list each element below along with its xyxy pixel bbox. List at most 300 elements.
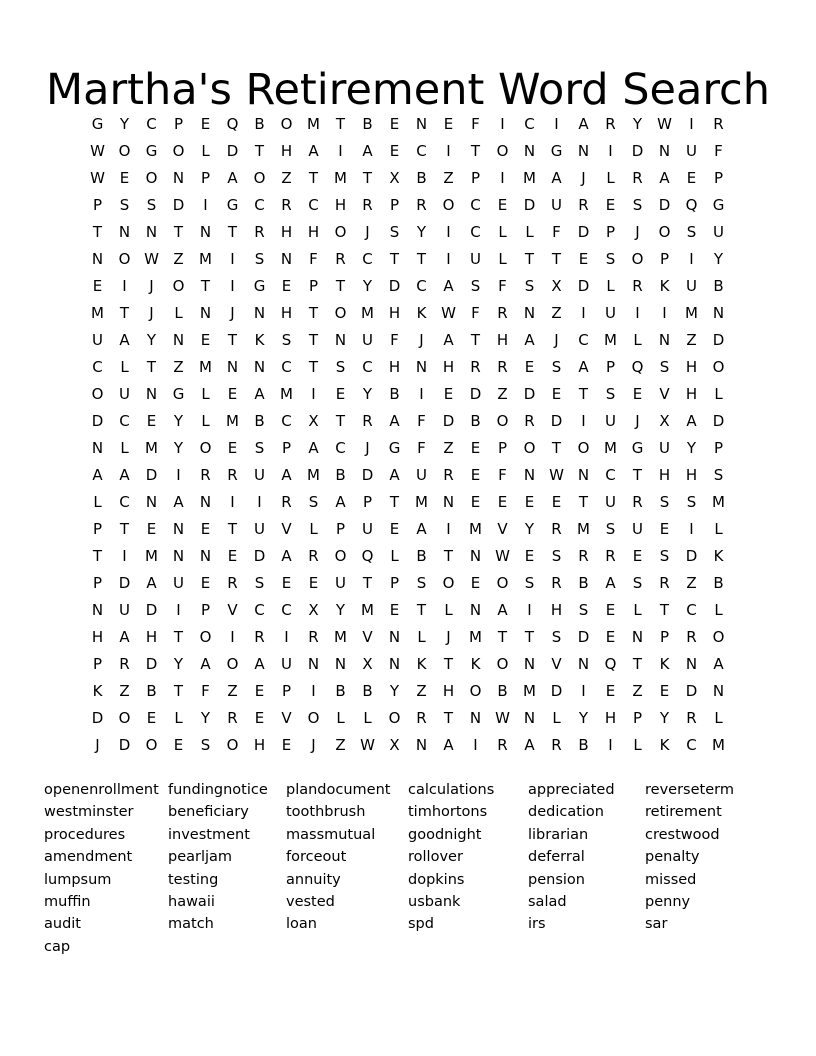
grid-cell[interactable]: M xyxy=(307,115,320,133)
grid-cell[interactable]: W xyxy=(90,169,105,187)
grid-cell[interactable]: N xyxy=(523,466,536,484)
grid-cell[interactable]: I xyxy=(338,142,343,160)
grid-cell[interactable]: E xyxy=(470,493,481,511)
grid-cell[interactable]: H xyxy=(280,304,293,322)
grid-cell[interactable]: A xyxy=(200,655,211,673)
grid-cell[interactable]: Y xyxy=(578,709,589,727)
grid-cell[interactable]: F xyxy=(417,412,426,430)
grid-cell[interactable]: R xyxy=(443,466,454,484)
grid-cell[interactable]: N xyxy=(577,466,590,484)
grid-cell[interactable]: R xyxy=(551,736,562,754)
grid-cell[interactable]: D xyxy=(685,547,698,565)
grid-cell[interactable]: D xyxy=(118,574,131,592)
grid-cell[interactable]: E xyxy=(470,439,481,457)
grid-cell[interactable]: C xyxy=(524,115,535,133)
grid-cell[interactable]: M xyxy=(334,169,347,187)
grid-cell[interactable]: Y xyxy=(362,277,373,295)
grid-cell[interactable]: L xyxy=(201,412,210,430)
grid-cell[interactable]: X xyxy=(659,412,670,430)
grid-cell[interactable]: M xyxy=(361,304,374,322)
grid-cell[interactable]: L xyxy=(174,304,183,322)
grid-cell[interactable]: D xyxy=(577,277,590,295)
grid-cell[interactable]: N xyxy=(712,682,725,700)
grid-cell[interactable]: O xyxy=(712,358,725,376)
grid-cell[interactable]: O xyxy=(523,439,536,457)
grid-cell[interactable]: T xyxy=(443,655,454,673)
grid-cell[interactable]: A xyxy=(443,277,454,295)
grid-cell[interactable]: K xyxy=(659,736,670,754)
grid-cell[interactable]: T xyxy=(92,223,103,241)
grid-cell[interactable]: A xyxy=(173,493,184,511)
grid-cell[interactable]: E xyxy=(524,547,535,565)
grid-cell[interactable]: Q xyxy=(226,115,239,133)
grid-cell[interactable]: Z xyxy=(443,439,454,457)
grid-cell[interactable]: V xyxy=(281,520,292,538)
grid-cell[interactable]: T xyxy=(443,547,454,565)
grid-cell[interactable]: A xyxy=(578,115,589,133)
word-list-item[interactable]: retirement xyxy=(645,804,722,821)
grid-cell[interactable]: O xyxy=(226,655,239,673)
grid-cell[interactable]: D xyxy=(523,385,536,403)
grid-cell[interactable]: D xyxy=(361,466,374,484)
grid-cell[interactable]: I xyxy=(230,493,235,511)
grid-cell[interactable]: A xyxy=(92,466,103,484)
grid-cell[interactable]: S xyxy=(551,628,562,646)
grid-cell[interactable]: K xyxy=(659,655,670,673)
grid-cell[interactable]: N xyxy=(91,439,104,457)
grid-cell[interactable]: T xyxy=(227,520,238,538)
grid-cell[interactable]: N xyxy=(388,655,401,673)
grid-cell[interactable]: I xyxy=(689,520,694,538)
grid-cell[interactable]: E xyxy=(443,385,454,403)
grid-cell[interactable]: N xyxy=(334,331,347,349)
grid-cell[interactable]: N xyxy=(415,358,428,376)
grid-cell[interactable]: Y xyxy=(632,115,643,133)
grid-cell[interactable]: U xyxy=(605,412,616,430)
grid-cell[interactable]: R xyxy=(713,115,724,133)
grid-cell[interactable]: M xyxy=(91,304,104,322)
grid-cell[interactable]: E xyxy=(200,331,211,349)
grid-cell[interactable]: U xyxy=(254,466,265,484)
grid-cell[interactable]: O xyxy=(145,736,158,754)
grid-cell[interactable]: S xyxy=(254,439,265,457)
grid-cell[interactable]: I xyxy=(446,520,451,538)
grid-cell[interactable]: M xyxy=(523,682,536,700)
grid-cell[interactable]: P xyxy=(659,628,670,646)
grid-cell[interactable]: J xyxy=(635,223,640,241)
grid-cell[interactable]: O xyxy=(496,574,509,592)
grid-cell[interactable]: T xyxy=(308,304,319,322)
grid-cell[interactable]: A xyxy=(146,574,157,592)
grid-cell[interactable]: O xyxy=(280,115,293,133)
grid-cell[interactable]: D xyxy=(145,601,158,619)
grid-cell[interactable]: R xyxy=(551,574,562,592)
grid-cell[interactable]: P xyxy=(713,439,724,457)
grid-cell[interactable]: H xyxy=(388,304,401,322)
word-list-item[interactable]: hawaii xyxy=(168,893,215,910)
grid-cell[interactable]: J xyxy=(554,331,559,349)
grid-cell[interactable]: M xyxy=(604,439,617,457)
grid-cell[interactable]: P xyxy=(497,439,508,457)
grid-cell[interactable]: S xyxy=(605,520,616,538)
grid-cell[interactable]: E xyxy=(524,358,535,376)
grid-cell[interactable]: A xyxy=(497,601,508,619)
grid-cell[interactable]: S xyxy=(281,331,292,349)
word-list-item[interactable]: salad xyxy=(528,893,567,910)
grid-cell[interactable]: T xyxy=(524,628,535,646)
grid-cell[interactable]: M xyxy=(685,304,698,322)
grid-cell[interactable]: B xyxy=(578,736,589,754)
grid-cell[interactable]: L xyxy=(444,601,453,619)
word-list-item[interactable]: annuity xyxy=(286,871,341,888)
grid-cell[interactable]: E xyxy=(227,439,238,457)
grid-cell[interactable]: Q xyxy=(604,655,617,673)
grid-cell[interactable]: E xyxy=(389,142,400,160)
grid-cell[interactable]: N xyxy=(226,358,239,376)
grid-cell[interactable]: H xyxy=(442,682,455,700)
grid-cell[interactable]: R xyxy=(308,628,319,646)
grid-cell[interactable]: O xyxy=(199,439,212,457)
grid-cell[interactable]: U xyxy=(632,520,643,538)
grid-cell[interactable]: P xyxy=(713,169,724,187)
grid-cell[interactable]: T xyxy=(416,601,427,619)
grid-cell[interactable]: K xyxy=(254,331,265,349)
grid-cell[interactable]: C xyxy=(578,331,589,349)
grid-cell[interactable]: D xyxy=(577,628,590,646)
grid-cell[interactable]: O xyxy=(199,628,212,646)
grid-cell[interactable]: N xyxy=(658,142,671,160)
grid-cell[interactable]: T xyxy=(416,250,427,268)
grid-cell[interactable]: N xyxy=(631,628,644,646)
word-list-item[interactable]: penny xyxy=(645,893,691,910)
grid-cell[interactable]: A xyxy=(119,331,130,349)
grid-cell[interactable]: P xyxy=(389,196,400,214)
grid-cell[interactable]: T xyxy=(335,412,346,430)
grid-cell[interactable]: B xyxy=(497,682,508,700)
grid-cell[interactable]: S xyxy=(551,547,562,565)
grid-cell[interactable]: B xyxy=(254,412,265,430)
grid-cell[interactable]: G xyxy=(631,439,644,457)
word-list-item[interactable]: missed xyxy=(645,871,697,888)
grid-cell[interactable]: A xyxy=(119,628,130,646)
grid-cell[interactable]: J xyxy=(581,169,586,187)
grid-cell[interactable]: A xyxy=(308,439,319,457)
grid-cell[interactable]: S xyxy=(389,223,400,241)
grid-cell[interactable]: N xyxy=(199,223,212,241)
grid-cell[interactable]: V xyxy=(227,601,238,619)
grid-cell[interactable]: Q xyxy=(685,196,698,214)
grid-cell[interactable]: C xyxy=(146,115,157,133)
grid-cell[interactable]: I xyxy=(581,412,586,430)
grid-cell[interactable]: F xyxy=(309,250,318,268)
grid-cell[interactable]: C xyxy=(281,601,292,619)
grid-cell[interactable]: A xyxy=(551,169,562,187)
grid-cell[interactable]: T xyxy=(632,655,643,673)
grid-cell[interactable]: H xyxy=(253,736,266,754)
grid-cell[interactable]: E xyxy=(659,682,670,700)
grid-cell[interactable]: T xyxy=(227,223,238,241)
grid-cell[interactable]: U xyxy=(686,142,697,160)
grid-cell[interactable]: U xyxy=(254,520,265,538)
grid-cell[interactable]: N xyxy=(415,115,428,133)
grid-cell[interactable]: H xyxy=(604,709,617,727)
grid-cell[interactable]: E xyxy=(335,385,346,403)
grid-cell[interactable]: S xyxy=(254,250,265,268)
grid-cell[interactable]: R xyxy=(686,628,697,646)
grid-cell[interactable]: S xyxy=(551,358,562,376)
word-list-item[interactable]: investment xyxy=(168,826,250,843)
grid-cell[interactable]: N xyxy=(91,601,104,619)
grid-cell[interactable]: E xyxy=(146,709,157,727)
grid-cell[interactable]: E xyxy=(551,493,562,511)
grid-cell[interactable]: A xyxy=(389,412,400,430)
grid-cell[interactable]: S xyxy=(254,574,265,592)
grid-cell[interactable]: S xyxy=(632,574,643,592)
grid-cell[interactable]: O xyxy=(442,574,455,592)
grid-cell[interactable]: O xyxy=(172,142,185,160)
grid-cell[interactable]: D xyxy=(91,709,104,727)
grid-cell[interactable]: E xyxy=(200,520,211,538)
grid-cell[interactable]: B xyxy=(470,412,481,430)
grid-cell[interactable]: T xyxy=(308,331,319,349)
grid-cell[interactable]: S xyxy=(632,196,643,214)
grid-cell[interactable]: X xyxy=(308,601,319,619)
grid-cell[interactable]: E xyxy=(281,736,292,754)
grid-cell[interactable]: C xyxy=(605,466,616,484)
grid-cell[interactable]: U xyxy=(686,277,697,295)
grid-cell[interactable]: K xyxy=(416,655,427,673)
grid-cell[interactable]: Z xyxy=(686,331,697,349)
grid-cell[interactable]: R xyxy=(632,169,643,187)
grid-cell[interactable]: A xyxy=(227,169,238,187)
grid-cell[interactable]: H xyxy=(388,358,401,376)
grid-cell[interactable]: H xyxy=(442,358,455,376)
word-list-item[interactable]: deferral xyxy=(528,849,585,866)
grid-cell[interactable]: I xyxy=(311,385,316,403)
grid-cell[interactable]: I xyxy=(284,628,289,646)
grid-cell[interactable]: J xyxy=(419,331,424,349)
grid-cell[interactable]: N xyxy=(307,655,320,673)
word-list-item[interactable]: lumpsum xyxy=(44,871,112,888)
grid-cell[interactable]: M xyxy=(145,439,158,457)
grid-cell[interactable]: V xyxy=(551,655,562,673)
grid-cell[interactable]: F xyxy=(498,277,507,295)
grid-cell[interactable]: F xyxy=(417,439,426,457)
grid-cell[interactable]: U xyxy=(362,331,373,349)
grid-cell[interactable]: J xyxy=(95,736,100,754)
grid-cell[interactable]: O xyxy=(469,682,482,700)
grid-cell[interactable]: B xyxy=(713,277,724,295)
grid-cell[interactable]: E xyxy=(497,493,508,511)
grid-cell[interactable]: B xyxy=(362,682,373,700)
grid-cell[interactable]: C xyxy=(119,412,130,430)
word-list-item[interactable]: audit xyxy=(44,916,81,933)
grid-cell[interactable]: I xyxy=(230,277,235,295)
grid-cell[interactable]: T xyxy=(551,250,562,268)
letter-grid[interactable] xyxy=(84,111,732,759)
grid-cell[interactable]: M xyxy=(712,493,725,511)
grid-cell[interactable]: Y xyxy=(686,439,697,457)
grid-cell[interactable]: H xyxy=(307,223,320,241)
grid-cell[interactable]: I xyxy=(122,277,127,295)
grid-cell[interactable]: N xyxy=(199,493,212,511)
grid-cell[interactable]: J xyxy=(365,439,370,457)
word-list-item[interactable]: reverseterm xyxy=(645,782,734,798)
grid-cell[interactable]: C xyxy=(470,223,481,241)
grid-cell[interactable]: I xyxy=(122,547,127,565)
grid-cell[interactable]: U xyxy=(281,655,292,673)
grid-cell[interactable]: V xyxy=(497,520,508,538)
grid-cell[interactable]: Y xyxy=(659,709,670,727)
grid-cell[interactable]: U xyxy=(119,601,130,619)
grid-cell[interactable]: J xyxy=(311,736,316,754)
grid-cell[interactable]: H xyxy=(496,331,509,349)
grid-cell[interactable]: G xyxy=(172,385,185,403)
word-list-item[interactable]: crestwood xyxy=(645,826,720,843)
grid-cell[interactable]: T xyxy=(308,358,319,376)
grid-cell[interactable]: I xyxy=(689,250,694,268)
grid-cell[interactable]: A xyxy=(281,466,292,484)
grid-cell[interactable]: D xyxy=(523,196,536,214)
grid-cell[interactable]: L xyxy=(633,601,642,619)
grid-cell[interactable]: A xyxy=(713,655,724,673)
grid-cell[interactable]: I xyxy=(230,628,235,646)
grid-cell[interactable]: A xyxy=(389,466,400,484)
grid-cell[interactable]: W xyxy=(441,304,456,322)
grid-cell[interactable]: L xyxy=(174,709,183,727)
grid-cell[interactable]: P xyxy=(200,169,211,187)
grid-cell[interactable]: K xyxy=(713,547,724,565)
grid-cell[interactable]: S xyxy=(119,196,130,214)
grid-cell[interactable]: I xyxy=(581,682,586,700)
grid-cell[interactable]: N xyxy=(469,601,482,619)
grid-cell[interactable]: L xyxy=(498,223,507,241)
grid-cell[interactable]: D xyxy=(145,466,158,484)
grid-cell[interactable]: I xyxy=(581,304,586,322)
grid-cell[interactable]: R xyxy=(470,358,481,376)
grid-cell[interactable]: L xyxy=(633,331,642,349)
grid-cell[interactable]: A xyxy=(443,736,454,754)
grid-cell[interactable]: N xyxy=(523,304,536,322)
grid-cell[interactable]: M xyxy=(712,736,725,754)
grid-cell[interactable]: F xyxy=(390,331,399,349)
word-list-item[interactable]: match xyxy=(168,916,214,933)
grid-cell[interactable]: N xyxy=(118,223,131,241)
grid-cell[interactable]: I xyxy=(311,682,316,700)
grid-cell[interactable]: N xyxy=(442,493,455,511)
grid-cell[interactable]: N xyxy=(712,304,725,322)
grid-cell[interactable]: R xyxy=(605,115,616,133)
grid-cell[interactable]: F xyxy=(471,115,480,133)
grid-cell[interactable]: C xyxy=(416,277,427,295)
word-list-item[interactable]: beneficiary xyxy=(168,804,249,821)
grid-cell[interactable]: T xyxy=(146,358,157,376)
word-list-item[interactable]: procedures xyxy=(44,826,126,843)
grid-cell[interactable]: G xyxy=(550,142,563,160)
grid-cell[interactable]: I xyxy=(419,385,424,403)
grid-cell[interactable]: R xyxy=(227,466,238,484)
grid-cell[interactable]: L xyxy=(417,628,426,646)
grid-cell[interactable]: E xyxy=(605,628,616,646)
grid-cell[interactable]: C xyxy=(470,196,481,214)
grid-cell[interactable]: E xyxy=(227,547,238,565)
word-list-item[interactable]: forceout xyxy=(286,849,347,866)
grid-cell[interactable]: T xyxy=(227,331,238,349)
word-list-item[interactable]: spd xyxy=(408,916,434,933)
grid-cell[interactable]: Y xyxy=(335,601,346,619)
grid-cell[interactable]: T xyxy=(470,331,481,349)
grid-cell[interactable]: P xyxy=(362,493,373,511)
grid-cell[interactable]: S xyxy=(416,574,427,592)
grid-cell[interactable]: Y xyxy=(173,412,184,430)
grid-cell[interactable]: V xyxy=(281,709,292,727)
grid-cell[interactable]: O xyxy=(496,142,509,160)
grid-cell[interactable]: M xyxy=(334,628,347,646)
grid-cell[interactable]: Z xyxy=(686,574,697,592)
grid-cell[interactable]: O xyxy=(118,142,131,160)
grid-cell[interactable]: L xyxy=(201,142,210,160)
grid-cell[interactable]: C xyxy=(119,493,130,511)
grid-cell[interactable]: J xyxy=(149,304,154,322)
grid-cell[interactable]: P xyxy=(92,520,103,538)
grid-cell[interactable]: C xyxy=(686,601,697,619)
grid-cell[interactable]: L xyxy=(714,709,723,727)
grid-cell[interactable]: A xyxy=(605,574,616,592)
grid-cell[interactable]: T xyxy=(470,142,481,160)
grid-cell[interactable]: H xyxy=(550,601,563,619)
grid-cell[interactable]: N xyxy=(658,331,671,349)
grid-cell[interactable]: R xyxy=(497,358,508,376)
grid-cell[interactable]: T xyxy=(443,709,454,727)
grid-cell[interactable]: B xyxy=(146,682,157,700)
grid-cell[interactable]: L xyxy=(93,493,102,511)
grid-cell[interactable]: M xyxy=(415,493,428,511)
grid-cell[interactable]: N xyxy=(523,709,536,727)
grid-cell[interactable]: C xyxy=(362,250,373,268)
grid-cell[interactable]: M xyxy=(577,520,590,538)
grid-cell[interactable]: V xyxy=(659,385,670,403)
grid-cell[interactable]: U xyxy=(119,385,130,403)
grid-cell[interactable]: E xyxy=(281,574,292,592)
grid-cell[interactable]: W xyxy=(144,250,159,268)
grid-cell[interactable]: B xyxy=(335,682,346,700)
grid-cell[interactable]: O xyxy=(91,385,104,403)
grid-cell[interactable]: M xyxy=(280,385,293,403)
grid-cell[interactable]: H xyxy=(685,466,698,484)
grid-cell[interactable]: E xyxy=(146,412,157,430)
word-list-item[interactable]: testing xyxy=(168,871,219,888)
grid-cell[interactable]: C xyxy=(416,142,427,160)
grid-cell[interactable]: E xyxy=(686,169,697,187)
grid-cell[interactable]: J xyxy=(365,223,370,241)
grid-cell[interactable]: R xyxy=(551,520,562,538)
grid-cell[interactable]: E xyxy=(254,709,265,727)
grid-cell[interactable]: N xyxy=(469,709,482,727)
grid-cell[interactable]: E xyxy=(92,277,103,295)
grid-cell[interactable]: T xyxy=(524,250,535,268)
grid-cell[interactable]: L xyxy=(714,385,723,403)
grid-cell[interactable]: C xyxy=(362,358,373,376)
grid-cell[interactable]: R xyxy=(659,574,670,592)
grid-cell[interactable]: Z xyxy=(551,304,562,322)
grid-cell[interactable]: H xyxy=(334,196,347,214)
grid-cell[interactable]: S xyxy=(524,277,535,295)
grid-cell[interactable]: E xyxy=(605,196,616,214)
grid-cell[interactable]: J xyxy=(446,628,451,646)
grid-cell[interactable]: N xyxy=(280,250,293,268)
grid-cell[interactable]: E xyxy=(281,277,292,295)
grid-cell[interactable]: R xyxy=(578,196,589,214)
